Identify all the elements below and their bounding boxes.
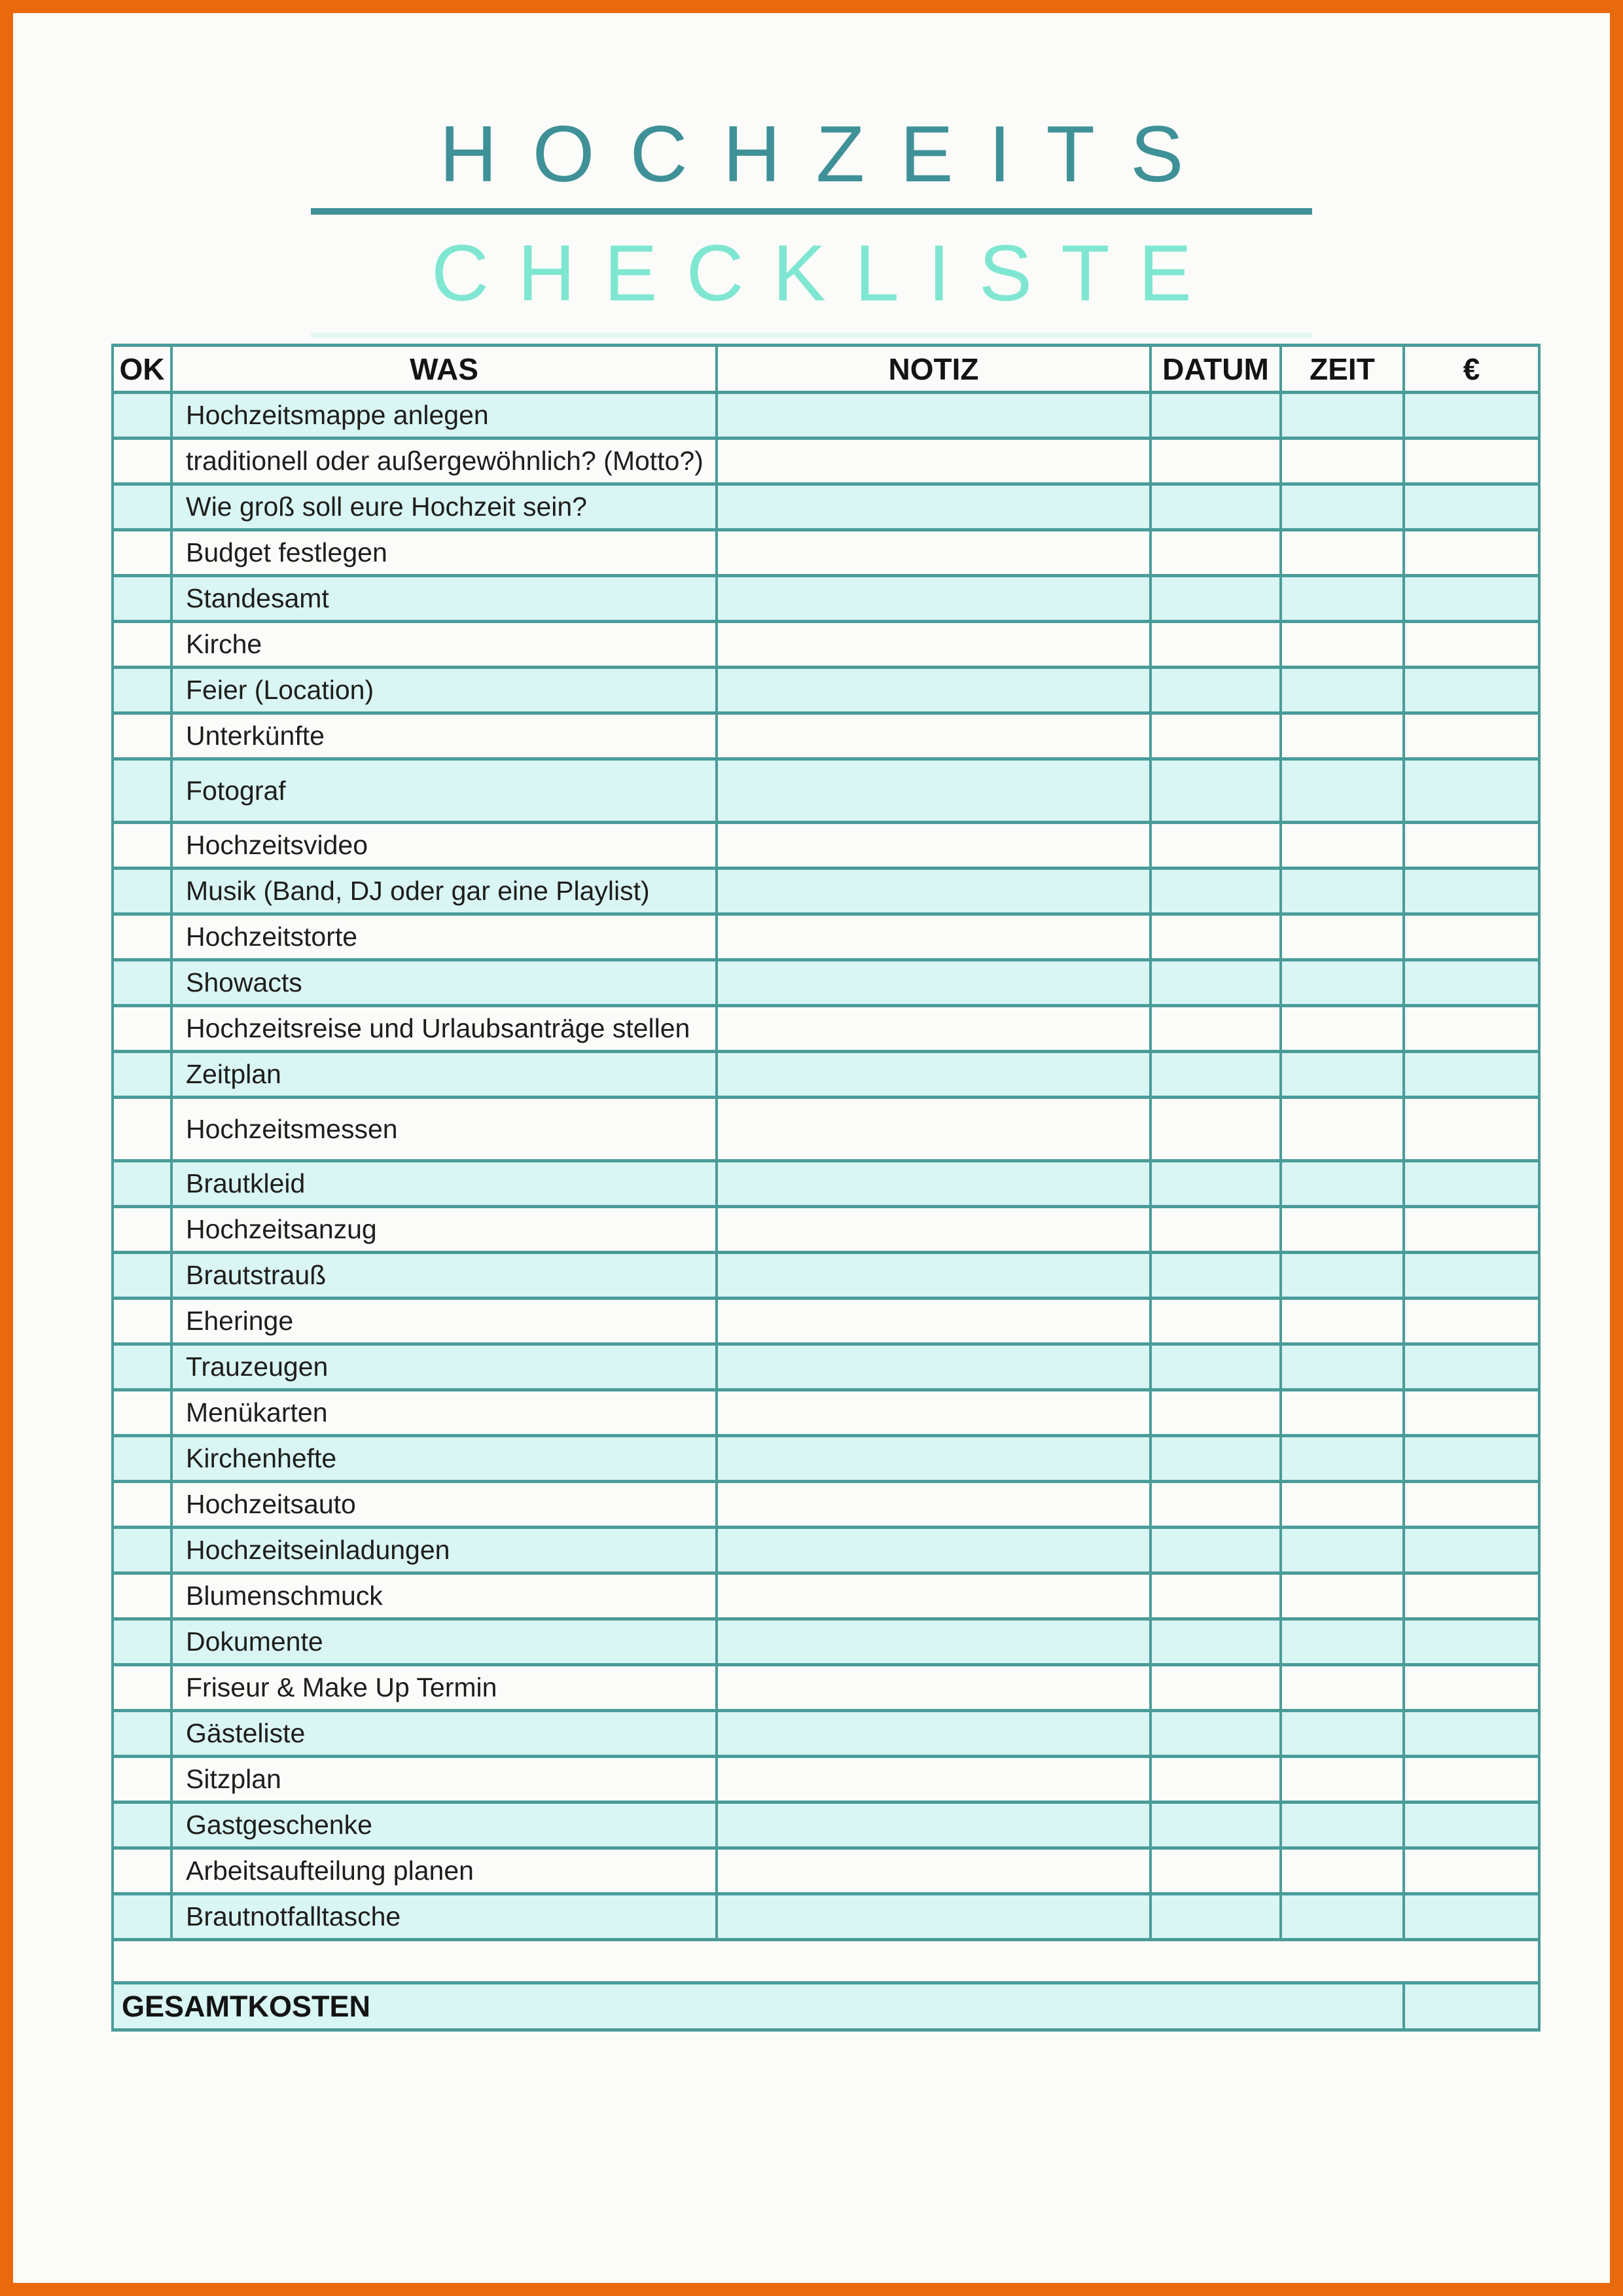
notiz-cell[interactable]: [717, 869, 1150, 914]
table-row: [113, 759, 1539, 823]
datum-cell[interactable]: [1150, 1528, 1281, 1573]
ok-cell[interactable]: [113, 622, 171, 668]
subtitle-underline: [311, 332, 1312, 338]
was-cell: Hochzeitseinladungen: [171, 1528, 717, 1573]
ok-cell[interactable]: [113, 1253, 171, 1299]
datum-cell[interactable]: [1150, 1390, 1281, 1436]
datum-cell[interactable]: [1150, 1482, 1281, 1528]
ok-cell[interactable]: [113, 576, 171, 622]
zeit-cell[interactable]: [1281, 484, 1404, 530]
table-row: [113, 713, 1539, 759]
was-cell: Hochzeitsauto: [171, 1482, 717, 1528]
notiz-cell[interactable]: [717, 576, 1150, 622]
datum-cell[interactable]: [1150, 1573, 1281, 1619]
datum-cell[interactable]: [1150, 530, 1281, 576]
page-title: HOCHZEITS: [439, 109, 1219, 198]
was-cell: Musik (Band, DJ oder gar eine Playlist): [171, 869, 717, 914]
euro-cell[interactable]: [1404, 1711, 1539, 1757]
euro-cell[interactable]: [1404, 1482, 1539, 1528]
ok-cell[interactable]: [113, 1299, 171, 1344]
was-cell: Brautnotfalltasche: [171, 1894, 717, 1940]
datum-cell[interactable]: [1150, 1253, 1281, 1299]
was-cell: Feier (Location): [171, 668, 717, 713]
zeit-cell[interactable]: [1281, 1052, 1404, 1098]
notiz-cell[interactable]: [717, 1711, 1150, 1757]
notiz-cell[interactable]: [717, 1052, 1150, 1098]
euro-cell[interactable]: [1404, 1006, 1539, 1052]
table-row: [113, 1711, 1539, 1757]
was-cell: Hochzeitsvideo: [171, 823, 717, 869]
table-row: [113, 1344, 1539, 1390]
zeit-cell[interactable]: [1281, 914, 1404, 960]
header-was: WAS: [171, 346, 717, 393]
was-cell: Sitzplan: [171, 1757, 717, 1803]
was-cell: Standesamt: [171, 576, 717, 622]
was-cell: Blumenschmuck: [171, 1573, 717, 1619]
datum-cell[interactable]: [1150, 1619, 1281, 1665]
spacer-row: [113, 1940, 1539, 1983]
euro-cell[interactable]: [1404, 1098, 1539, 1161]
datum-cell[interactable]: [1150, 1161, 1281, 1207]
datum-cell[interactable]: [1150, 1711, 1281, 1757]
euro-cell[interactable]: [1404, 1207, 1539, 1253]
checklist-table-wrap: [111, 344, 1538, 2032]
zeit-cell[interactable]: [1281, 1573, 1404, 1619]
zeit-cell[interactable]: [1281, 1803, 1404, 1848]
ok-cell[interactable]: [113, 1207, 171, 1253]
euro-cell[interactable]: [1404, 914, 1539, 960]
datum-cell[interactable]: [1150, 439, 1281, 484]
euro-cell[interactable]: [1404, 1757, 1539, 1803]
title-block: [13, 110, 1610, 338]
notiz-cell[interactable]: [717, 1006, 1150, 1052]
was-cell: Dokumente: [171, 1619, 717, 1665]
euro-cell[interactable]: [1404, 869, 1539, 914]
notiz-cell[interactable]: [717, 759, 1150, 823]
header-ok: OK: [113, 346, 171, 393]
ok-cell[interactable]: [113, 1528, 171, 1573]
was-cell: Wie groß soll eure Hochzeit sein?: [171, 484, 717, 530]
ok-cell[interactable]: [113, 1665, 171, 1711]
notiz-cell[interactable]: [717, 713, 1150, 759]
ok-cell[interactable]: [113, 914, 171, 960]
ok-cell[interactable]: [113, 823, 171, 869]
euro-cell[interactable]: [1404, 576, 1539, 622]
zeit-cell[interactable]: [1281, 622, 1404, 668]
ok-cell[interactable]: [113, 1573, 171, 1619]
was-cell: Hochzeitsmappe anlegen: [171, 393, 717, 439]
zeit-cell[interactable]: [1281, 1757, 1404, 1803]
datum-cell[interactable]: [1150, 1299, 1281, 1344]
euro-cell[interactable]: [1404, 1299, 1539, 1344]
total-euro-cell[interactable]: [1404, 1983, 1539, 2030]
table-row: [113, 914, 1539, 960]
ok-cell[interactable]: [113, 1803, 171, 1848]
table-row: [113, 484, 1539, 530]
was-cell: Kirchenhefte: [171, 1436, 717, 1482]
table-row: [113, 668, 1539, 713]
zeit-cell[interactable]: [1281, 576, 1404, 622]
checklist-table: [111, 344, 1541, 2032]
header-euro: €: [1404, 346, 1539, 393]
was-cell: Fotograf: [171, 759, 717, 823]
was-cell: Friseur & Make Up Termin: [171, 1665, 717, 1711]
ok-cell[interactable]: [113, 713, 171, 759]
was-cell: Unterkünfte: [171, 713, 717, 759]
table-row: [113, 439, 1539, 484]
ok-cell[interactable]: [113, 1436, 171, 1482]
ok-cell[interactable]: [113, 484, 171, 530]
ok-cell[interactable]: [113, 1711, 171, 1757]
zeit-cell[interactable]: [1281, 1344, 1404, 1390]
zeit-cell[interactable]: [1281, 393, 1404, 439]
was-cell: Hochzeitstorte: [171, 914, 717, 960]
euro-cell[interactable]: [1404, 1390, 1539, 1436]
euro-cell[interactable]: [1404, 622, 1539, 668]
table-row: [113, 1436, 1539, 1482]
notiz-cell[interactable]: [717, 1344, 1150, 1390]
table-row: [113, 1482, 1539, 1528]
zeit-cell[interactable]: [1281, 1482, 1404, 1528]
notiz-cell[interactable]: [717, 1757, 1150, 1803]
table-row: [113, 869, 1539, 914]
table-row: [113, 1299, 1539, 1344]
euro-cell[interactable]: [1404, 823, 1539, 869]
ok-cell[interactable]: [113, 1098, 171, 1161]
was-cell: Showacts: [171, 960, 717, 1006]
ok-cell[interactable]: [113, 1344, 171, 1390]
euro-cell[interactable]: [1404, 530, 1539, 576]
was-cell: traditionell oder außergewöhnlich? (Motto?): [171, 439, 717, 484]
title-underline: [311, 208, 1312, 215]
ok-cell[interactable]: [113, 439, 171, 484]
table-body: [113, 393, 1539, 1940]
euro-cell[interactable]: [1404, 393, 1539, 439]
zeit-cell[interactable]: [1281, 1528, 1404, 1573]
notiz-cell[interactable]: [717, 1390, 1150, 1436]
zeit-cell[interactable]: [1281, 1390, 1404, 1436]
total-label: GESAMTKOSTEN: [113, 1983, 1404, 2030]
datum-cell[interactable]: [1150, 668, 1281, 713]
table-row: [113, 576, 1539, 622]
ok-cell[interactable]: [113, 960, 171, 1006]
zeit-cell[interactable]: [1281, 1665, 1404, 1711]
header-row: [113, 346, 1539, 393]
notiz-cell[interactable]: [717, 1573, 1150, 1619]
zeit-cell[interactable]: [1281, 1006, 1404, 1052]
euro-cell[interactable]: [1404, 484, 1539, 530]
table-row: [113, 622, 1539, 668]
euro-cell[interactable]: [1404, 1253, 1539, 1299]
zeit-cell[interactable]: [1281, 1848, 1404, 1894]
notiz-cell[interactable]: [717, 530, 1150, 576]
euro-cell[interactable]: [1404, 713, 1539, 759]
zeit-cell[interactable]: [1281, 759, 1404, 823]
header-notiz: NOTIZ: [717, 346, 1150, 393]
datum-cell[interactable]: [1150, 1098, 1281, 1161]
header-datum: DATUM: [1150, 346, 1281, 393]
was-cell: Hochzeitsreise und Urlaubsanträge stellen: [171, 1006, 717, 1052]
ok-cell[interactable]: [113, 393, 171, 439]
table-row: [113, 1052, 1539, 1098]
notiz-cell[interactable]: [717, 1665, 1150, 1711]
was-cell: Budget festlegen: [171, 530, 717, 576]
zeit-cell[interactable]: [1281, 1098, 1404, 1161]
was-cell: Gastgeschenke: [171, 1803, 717, 1848]
was-cell: Hochzeitsanzug: [171, 1207, 717, 1253]
was-cell: Eheringe: [171, 1299, 717, 1344]
zeit-cell[interactable]: [1281, 823, 1404, 869]
datum-cell[interactable]: [1150, 759, 1281, 823]
datum-cell[interactable]: [1150, 484, 1281, 530]
datum-cell[interactable]: [1150, 1803, 1281, 1848]
table-row: [113, 823, 1539, 869]
euro-cell[interactable]: [1404, 1161, 1539, 1207]
zeit-cell[interactable]: [1281, 1894, 1404, 1940]
euro-cell[interactable]: [1404, 759, 1539, 823]
euro-cell[interactable]: [1404, 1436, 1539, 1482]
zeit-cell[interactable]: [1281, 1619, 1404, 1665]
notiz-cell[interactable]: [717, 914, 1150, 960]
table-row: [113, 1619, 1539, 1665]
table-row: [113, 1803, 1539, 1848]
table-row: [113, 1161, 1539, 1207]
notiz-cell[interactable]: [717, 1619, 1150, 1665]
was-cell: Arbeitsaufteilung planen: [171, 1848, 717, 1894]
zeit-cell[interactable]: [1281, 1436, 1404, 1482]
ok-cell[interactable]: [113, 668, 171, 713]
notiz-cell[interactable]: [717, 484, 1150, 530]
zeit-cell[interactable]: [1281, 960, 1404, 1006]
notiz-cell[interactable]: [717, 1161, 1150, 1207]
table-row: [113, 1665, 1539, 1711]
datum-cell[interactable]: [1150, 1894, 1281, 1940]
header-zeit: ZEIT: [1281, 346, 1404, 393]
datum-cell[interactable]: [1150, 713, 1281, 759]
datum-cell[interactable]: [1150, 1757, 1281, 1803]
datum-cell[interactable]: [1150, 1848, 1281, 1894]
ok-cell[interactable]: [113, 1757, 171, 1803]
zeit-cell[interactable]: [1281, 668, 1404, 713]
ok-cell[interactable]: [113, 1390, 171, 1436]
euro-cell[interactable]: [1404, 1803, 1539, 1848]
notiz-cell[interactable]: [717, 1803, 1150, 1848]
ok-cell[interactable]: [113, 1894, 171, 1940]
datum-cell[interactable]: [1150, 622, 1281, 668]
was-cell: Menükarten: [171, 1390, 717, 1436]
euro-cell[interactable]: [1404, 1573, 1539, 1619]
table-row: [113, 1894, 1539, 1940]
table-row: [113, 1098, 1539, 1161]
datum-cell[interactable]: [1150, 1436, 1281, 1482]
spacer-cell: [113, 1940, 1539, 1983]
ok-cell[interactable]: [113, 530, 171, 576]
notiz-cell[interactable]: [717, 1207, 1150, 1253]
was-cell: Brautstrauß: [171, 1253, 717, 1299]
was-cell: Hochzeitsmessen: [171, 1098, 717, 1161]
datum-cell[interactable]: [1150, 1006, 1281, 1052]
euro-cell[interactable]: [1404, 668, 1539, 713]
zeit-cell[interactable]: [1281, 869, 1404, 914]
table-row: [113, 1757, 1539, 1803]
ok-cell[interactable]: [113, 869, 171, 914]
euro-cell[interactable]: [1404, 1619, 1539, 1665]
was-cell: Gästeliste: [171, 1711, 717, 1757]
datum-cell[interactable]: [1150, 1344, 1281, 1390]
table-row: [113, 1253, 1539, 1299]
table-row: [113, 1528, 1539, 1573]
euro-cell[interactable]: [1404, 439, 1539, 484]
zeit-cell[interactable]: [1281, 1299, 1404, 1344]
notiz-cell[interactable]: [717, 668, 1150, 713]
notiz-cell[interactable]: [717, 823, 1150, 869]
datum-cell[interactable]: [1150, 1207, 1281, 1253]
notiz-cell[interactable]: [717, 439, 1150, 484]
datum-cell[interactable]: [1150, 1052, 1281, 1098]
zeit-cell[interactable]: [1281, 439, 1404, 484]
euro-cell[interactable]: [1404, 1344, 1539, 1390]
notiz-cell[interactable]: [717, 1894, 1150, 1940]
notiz-cell[interactable]: [717, 1482, 1150, 1528]
ok-cell[interactable]: [113, 1482, 171, 1528]
table-row: [113, 1848, 1539, 1894]
notiz-cell[interactable]: [717, 960, 1150, 1006]
page-subtitle: CHECKLISTE: [431, 228, 1221, 318]
datum-cell[interactable]: [1150, 823, 1281, 869]
datum-cell[interactable]: [1150, 960, 1281, 1006]
euro-cell[interactable]: [1404, 1528, 1539, 1573]
euro-cell[interactable]: [1404, 960, 1539, 1006]
table-row: [113, 1207, 1539, 1253]
ok-cell[interactable]: [113, 1848, 171, 1894]
zeit-cell[interactable]: [1281, 1253, 1404, 1299]
notiz-cell[interactable]: [717, 1848, 1150, 1894]
table-row: [113, 393, 1539, 439]
zeit-cell[interactable]: [1281, 530, 1404, 576]
datum-cell[interactable]: [1150, 869, 1281, 914]
datum-cell[interactable]: [1150, 914, 1281, 960]
was-cell: Kirche: [171, 622, 717, 668]
euro-cell[interactable]: [1404, 1665, 1539, 1711]
notiz-cell[interactable]: [717, 1253, 1150, 1299]
notiz-cell[interactable]: [717, 1299, 1150, 1344]
table-row: [113, 530, 1539, 576]
table-row: [113, 1006, 1539, 1052]
ok-cell[interactable]: [113, 1006, 171, 1052]
notiz-cell[interactable]: [717, 1436, 1150, 1482]
zeit-cell[interactable]: [1281, 1161, 1404, 1207]
was-cell: Trauzeugen: [171, 1344, 717, 1390]
datum-cell[interactable]: [1150, 1665, 1281, 1711]
notiz-cell[interactable]: [717, 1528, 1150, 1573]
notiz-cell[interactable]: [717, 1098, 1150, 1161]
ok-cell[interactable]: [113, 1052, 171, 1098]
table-row: [113, 1573, 1539, 1619]
zeit-cell[interactable]: [1281, 1711, 1404, 1757]
was-cell: Brautkleid: [171, 1161, 717, 1207]
table-row: [113, 960, 1539, 1006]
ok-cell[interactable]: [113, 759, 171, 823]
was-cell: Zeitplan: [171, 1052, 717, 1098]
euro-cell[interactable]: [1404, 1894, 1539, 1940]
datum-cell[interactable]: [1150, 576, 1281, 622]
table-row: [113, 1390, 1539, 1436]
euro-cell[interactable]: [1404, 1052, 1539, 1098]
datum-cell[interactable]: [1150, 393, 1281, 439]
notiz-cell[interactable]: [717, 622, 1150, 668]
zeit-cell[interactable]: [1281, 1207, 1404, 1253]
euro-cell[interactable]: [1404, 1848, 1539, 1894]
notiz-cell[interactable]: [717, 393, 1150, 439]
zeit-cell[interactable]: [1281, 713, 1404, 759]
ok-cell[interactable]: [113, 1619, 171, 1665]
total-row: [113, 1983, 1539, 2030]
ok-cell[interactable]: [113, 1161, 171, 1207]
